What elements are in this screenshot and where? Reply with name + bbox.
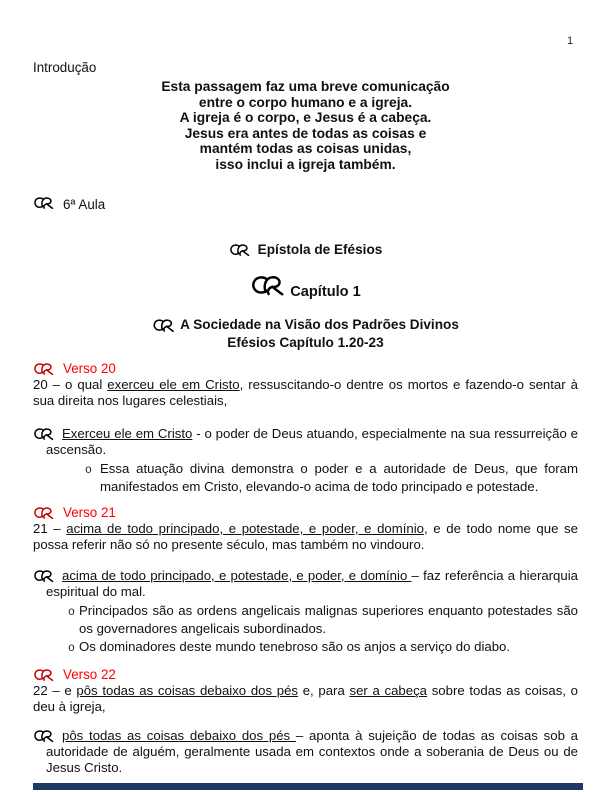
footer-bar (33, 783, 583, 790)
text-run: 21 – (33, 521, 67, 536)
underlined-phrase: pôs todas as coisas debaixo dos pés (76, 683, 299, 698)
verse-paragraph (33, 377, 578, 409)
verso-heading (33, 667, 578, 683)
heading-epistola (33, 242, 578, 258)
cr-flourish-icon (152, 317, 180, 332)
underlined-phrase: ser a cabeça (349, 683, 428, 698)
verso-label: Verso 22 (63, 667, 116, 682)
bullet-item (33, 603, 578, 637)
cr-flourish-icon (33, 362, 56, 376)
title-line: A igreja é o corpo, e Jesus é a cabeça. (179, 110, 432, 125)
title-line: isso inclui a igreja também. (215, 156, 396, 172)
underlined-phrase: Exerceu ele em Cristo (62, 426, 193, 441)
text-run: 20 – o qual (33, 377, 108, 392)
bullet-marker: o (68, 642, 75, 655)
content-area (33, 361, 578, 776)
text-run: 22 – e (33, 683, 77, 698)
text-run: e, para (298, 683, 350, 698)
aula-heading (33, 196, 578, 214)
cr-flourish-icon (33, 196, 56, 214)
verse-paragraph (33, 683, 578, 715)
title-line: entre o corpo humano e a igreja. (198, 94, 413, 110)
cr-flourish-icon (33, 569, 56, 583)
comment-paragraph (33, 568, 578, 600)
title-line: mantém todas as coisas unidas, (199, 141, 412, 156)
cr-flourish-icon (250, 274, 288, 301)
verso-label: Verso 20 (63, 361, 116, 376)
cr-flourish-icon (33, 196, 56, 210)
verso-heading (33, 361, 578, 377)
heading-capitulo (33, 274, 578, 301)
heading-capitulo-label: Capítulo 1 (290, 284, 361, 300)
underlined-phrase: acima de todo principado, e potestade, e poder, e domínio (66, 521, 425, 536)
title-line: Jesus era antes de todas as coisas e (184, 125, 427, 141)
heading-epistola-label: Epístola de Efésios (257, 242, 383, 257)
text-run: Essa atuação divina demonstra o poder e a autoridade de Deus, que foram manifestados em Cristo, elevando-o acima de todo principado e potestade. (100, 461, 578, 494)
bullet-item (33, 639, 578, 657)
page-number: 1 (567, 35, 574, 47)
heading-sociedade-label: A Sociedade na Visão dos Padrões Divinos (180, 317, 459, 332)
cr-flourish-icon (33, 427, 56, 441)
cr-flourish-icon (250, 274, 288, 297)
underlined-phrase: acima de todo principado, e potestade, e poder, e domínio (62, 568, 412, 583)
text-run: Principados são as ordens angelicais malignas superiores enquanto potestades são os governadores angelicais subordinados. (79, 603, 578, 636)
comment-paragraph (33, 426, 578, 458)
cr-flourish-icon (229, 242, 258, 257)
verse-paragraph (33, 521, 578, 553)
bullet-item (33, 461, 578, 495)
aula-label: 6ª Aula (63, 197, 106, 212)
cr-flourish-icon (33, 506, 56, 520)
text-run: Os dominadores deste mundo tenebroso são os anjos a serviço do diabo. (79, 639, 511, 654)
underlined-phrase: exerceu ele em Cristo (107, 377, 240, 392)
text-run: – aponta à sujeição de todas as coisas sob a autoridade de alguém, geralmente usada em contextos onde a soberania de Deus ou de Jesus Cristo. (46, 728, 578, 775)
cr-flourish-icon (229, 243, 252, 257)
heading-sociedade (33, 317, 578, 333)
cr-flourish-icon (33, 668, 56, 682)
title-block (33, 79, 578, 172)
text-run: , e de todo nome que se possa referir não só no presente século, mas também no vindouro. (33, 521, 578, 552)
text-run: sobre todas as coisas, o deu à igreja, (33, 683, 578, 714)
verso-heading (33, 505, 578, 521)
text-run: , ressuscitando-o dentre os mortos e fazendo-o sentar à sua direita nos lugares celestiais, (33, 377, 578, 408)
heading-efesios-ref (33, 335, 578, 351)
intro-label: Introdução (33, 60, 97, 75)
text-run: - o poder de Deus atuando, especialmente na sua ressurreição e ascensão. (46, 426, 578, 457)
cr-flourish-icon (33, 729, 56, 743)
title-line: Esta passagem faz uma breve comunicação (161, 79, 450, 94)
underlined-phrase: pôs todas as coisas debaixo dos pés (62, 728, 296, 743)
verso-label: Verso 21 (63, 505, 116, 520)
cr-flourish-icon (152, 318, 177, 333)
heading-efesios-ref-label: Efésios Capítulo 1.20-23 (227, 335, 384, 350)
bullet-marker: o (68, 606, 75, 619)
bullet-marker: o (85, 464, 92, 477)
comment-paragraph (33, 728, 578, 776)
text-run: – faz referência a hierarquia espiritual do mal. (46, 568, 578, 599)
